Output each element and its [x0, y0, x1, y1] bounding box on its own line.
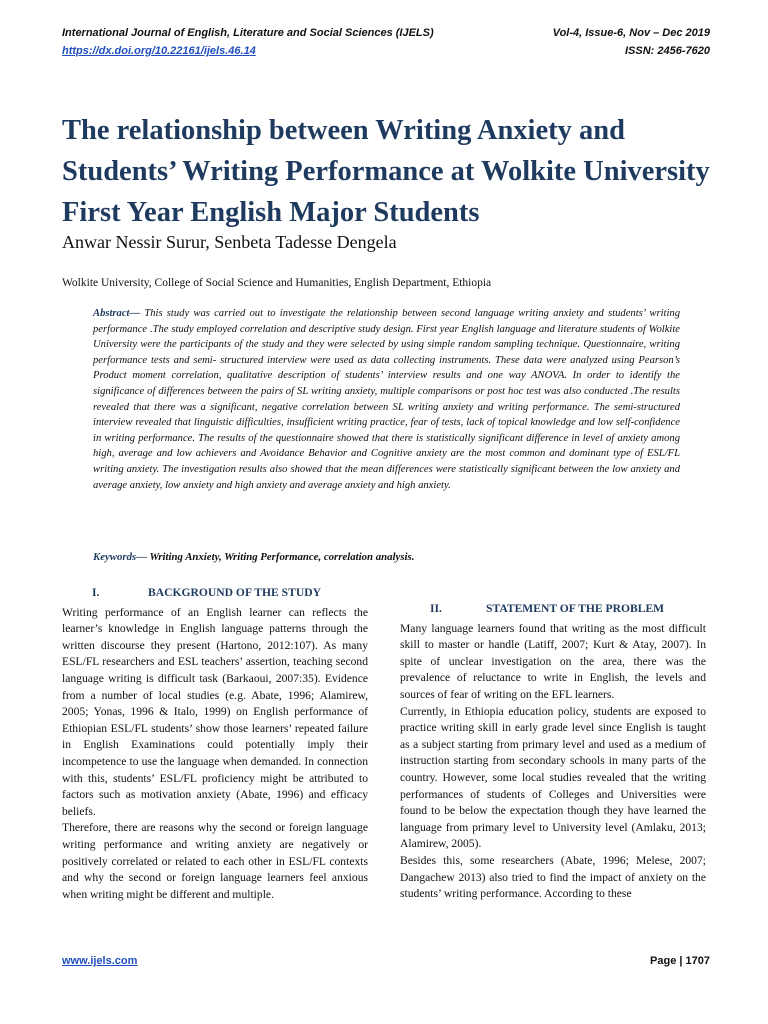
- paragraph: Besides this, some researchers (Abate, 1996; Melese, 2007; Dangachew 2013) also tried to find the impact of anxiety on the students’ writing performance. According to these: [400, 853, 706, 901]
- paragraph: Many language learners found that writing as the most difficult skill to master or handle (Latiff, 2007; Kurt & Atay, 2007). In spite of unclear investigation on the area, there was the prevalence of reluctance to write in English, the levels and sources of fear of writing on the EFL learners.: [400, 621, 706, 701]
- abstract-label: Abstract—: [93, 308, 141, 319]
- running-header: [62, 24, 710, 60]
- paragraph: Writing performance of an English learner can reflects the learner’s knowledge in English language patterns through the written discourse they present (Hartono, 2012:107). As many ESL/FL researchers and ESL teachers’ assertion, teaching second language writing is difficult task (Barkaoui, 2007:35). Evidence from a number of local studies (e.g. Abate, 1996; Alamirew, 2005; Yonas, 1996 & Italo, 1999) on English performance of Ethiopian ESL/FL students’ show those learners’ repeated failure in English Examinations could potentially imply their incompetence to use the language when demanded. In connection with this, students’ ESL/FL proficiency might be attributed to factors such as motivation anxiety (Abate, 1996) and efficacy beliefs.: [62, 605, 368, 818]
- journal-name: International Journal of English, Literature and Social Sciences (IJELS): [62, 27, 434, 39]
- authors: Anwar Nessir Surur, Senbeta Tadesse Dengela: [62, 232, 397, 252]
- page-footer: [62, 955, 710, 967]
- paragraph: Therefore, there are reasons why the second or foreign language writing performance and writing anxiety are negatively or positively correlated or related to each other in ESL/FL contexts and why the second or foreign language learners feel anxious when writing might be different and multiple.: [62, 821, 368, 901]
- doi-link[interactable]: https://dx.doi.org/10.22161/ijels.46.14: [62, 45, 256, 57]
- right-column: [400, 601, 706, 903]
- paragraph: Currently, in Ethiopia education policy, students are exposed to practice writing skill in early grade level since English is taught as a subject starting from primary level and used as a medium of instruction starting from secondary schools in many parts of the country. However, some local studies revealed that the writing performances of students of Colleges and Universities were found to be below the expectation though they have learned the language from primary level to University level (Amlaku, 2013; Alamirew, 2005).: [400, 704, 706, 851]
- journal-website-link[interactable]: www.ijels.com: [62, 955, 138, 967]
- issn: ISSN: 2456-7620: [625, 45, 710, 57]
- affiliation: Wolkite University, College of Social Science and Humanities, English Department, Ethiopia: [62, 277, 492, 289]
- keywords-label: Keywords—: [93, 551, 147, 563]
- section-title: STATEMENT OF THE PROBLEM: [486, 602, 665, 615]
- volume-info: Vol-4, Issue-6, Nov – Dec 2019: [552, 27, 710, 39]
- section-number: II.: [430, 602, 442, 615]
- section-title: BACKGROUND OF THE STUDY: [148, 586, 321, 599]
- paper-title: The relationship between Writing Anxiety and Students’ Writing Performance at Wolkite University First Year English Major Students: [62, 115, 710, 228]
- section-number: I.: [92, 586, 100, 599]
- keywords: [93, 551, 680, 563]
- keywords-text: Writing Anxiety, Writing Performance, correlation analysis.: [147, 551, 415, 563]
- abstract: [93, 306, 680, 493]
- abstract-text: This study was carried out to investigate the relationship between second language writing anxiety and students’ writing performance .The study employed correlation and descriptive study design. First year English language and literature students of Wolkite University were the participants of the study and they were selected by using simple random sampling technique. Questionnaire, writing performance tests and semi- structured interview were used as data collecting instruments. These data were analyzed using Pearson’s Product moment correlation, qualitative description of students’ interview results and one way ANOVA. In order to identify the significance of differences between the pairs of SL writing anxiety, multiple comparisons or post hoc test was also conducted .The results revealed that there was a significant, negative correlation between SL writing anxiety and writing performance. The semi-structured interview revealed that linguistic difficulties, insufficient writing practice, fear of tests, lack of topical knowledge and low self-confidence in writing performance. The results of the questionnaire showed that there is statistically significant difference in level of anxiety among high, average and low achievers and Avoidance Behavior and Cognitive anxiety are the most common and dominant type of ESL/FL writing anxiety. The investigation results also showed that the mean differences were statistically significant between the low anxiety and average anxiety, low anxiety and high anxiety and average anxiety and high anxiety.: [93, 308, 680, 491]
- page-number: Page | 1707: [650, 955, 710, 967]
- section-heading-background: [62, 585, 368, 602]
- section-heading-problem: [400, 601, 706, 618]
- left-column: [62, 585, 368, 903]
